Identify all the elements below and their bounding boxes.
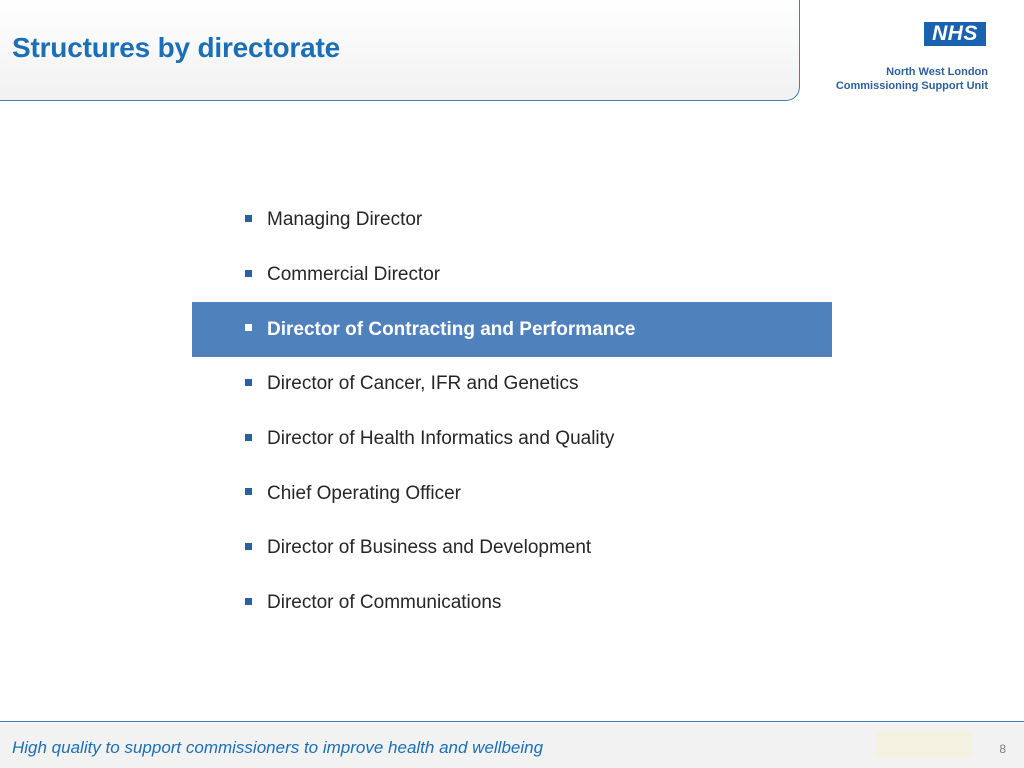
slide-title: Structures by directorate bbox=[12, 32, 340, 63]
list-item-label: Chief Operating Officer bbox=[267, 482, 461, 504]
square-bullet-icon bbox=[245, 543, 252, 550]
list-item bbox=[192, 193, 832, 248]
nhs-badge: NHS bbox=[924, 22, 986, 46]
square-bullet-icon bbox=[245, 324, 252, 331]
square-bullet-icon bbox=[245, 434, 252, 441]
list-item bbox=[192, 412, 832, 467]
list-item-label: Director of Cancer, IFR and Genetics bbox=[267, 373, 579, 395]
list-item-label: Director of Business and Development bbox=[267, 537, 592, 559]
nhs-logo bbox=[836, 18, 1006, 94]
square-bullet-icon bbox=[245, 215, 252, 222]
list-item-highlighted bbox=[192, 302, 832, 357]
list-item-label: Managing Director bbox=[267, 209, 423, 231]
list-item bbox=[192, 357, 832, 412]
page-number: 8 bbox=[999, 742, 1006, 756]
list-item bbox=[192, 576, 832, 631]
footer-placeholder-box bbox=[876, 731, 972, 758]
list-item bbox=[192, 248, 832, 303]
footer-bar bbox=[0, 721, 1024, 768]
square-bullet-icon bbox=[245, 379, 252, 386]
square-bullet-icon bbox=[245, 270, 252, 277]
list-item bbox=[192, 521, 832, 576]
list-item-label: Director of Health Informatics and Quality bbox=[267, 428, 615, 450]
org-name-line-1: North West London bbox=[886, 66, 988, 78]
title-banner bbox=[0, 0, 800, 101]
list-item-label: Director of Communications bbox=[267, 592, 502, 614]
directorate-list bbox=[192, 193, 832, 631]
list-item-label: Commercial Director bbox=[267, 264, 441, 286]
square-bullet-icon bbox=[245, 598, 252, 605]
square-bullet-icon bbox=[245, 488, 252, 495]
footer-tagline: High quality to support commissioners to improve health and wellbeing bbox=[12, 738, 544, 757]
list-item bbox=[192, 466, 832, 521]
list-item-label: Director of Contracting and Performance bbox=[267, 318, 636, 340]
org-name-line-2: Commissioning Support Unit bbox=[835, 80, 988, 92]
